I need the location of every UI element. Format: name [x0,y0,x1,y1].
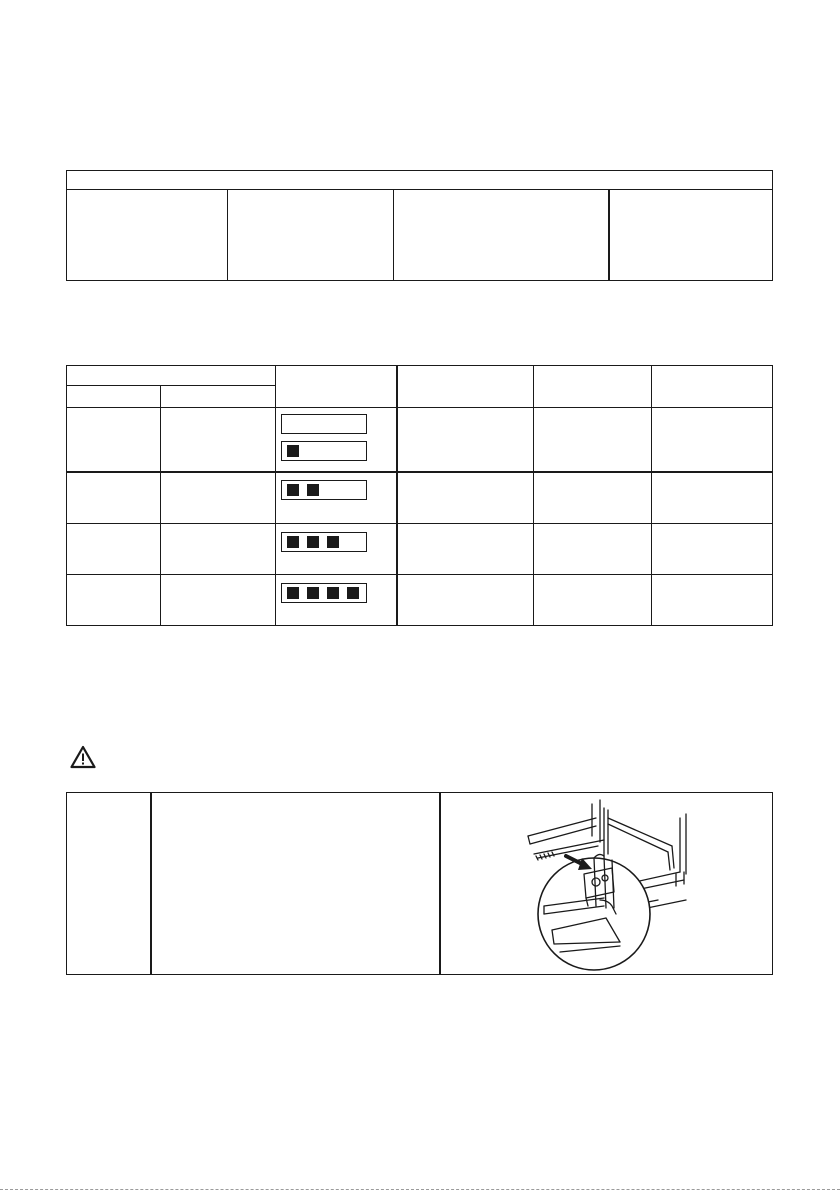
table-2-col-divider [275,366,276,625]
table-1-col-divider [608,190,610,280]
table-1-header-divider [67,189,772,190]
level-indicator-square [287,587,299,599]
table-2-group-header-divider [67,385,275,386]
level-indicator-square [287,484,299,496]
table-1 [66,170,773,281]
table-1-col-divider [227,190,228,280]
level-indicator-square [307,484,319,496]
level-indicator-bar [281,414,367,434]
table-2 [66,365,773,626]
warning-triangle-icon [70,745,96,769]
level-indicator-bar [281,441,367,461]
door-table-col-divider [439,793,441,974]
table-2-col-divider [651,366,652,625]
level-indicator-square [327,536,339,548]
table-2-col-divider [396,366,398,625]
table-2-col-divider [533,366,534,625]
page-bottom-edge [0,1189,840,1190]
table-2-row-divider [67,574,772,575]
level-indicator-square [307,536,319,548]
level-indicator-square [347,587,359,599]
table-2-row-divider [67,523,772,524]
table-2-col-divider [160,385,161,625]
level-indicator-square [327,587,339,599]
oven-door-hinge-lock-illustration [508,796,704,972]
door-table-col-divider [150,793,152,974]
level-indicator-bar [281,480,367,500]
level-indicator-bar [281,583,367,603]
table-2-row-divider [67,471,772,473]
table-2-header-bottom [67,407,772,408]
level-indicator-bar [281,532,367,552]
level-indicator-square [307,587,319,599]
level-indicator-square [287,536,299,548]
level-indicator-square [287,445,299,457]
table-1-col-divider [393,190,394,280]
